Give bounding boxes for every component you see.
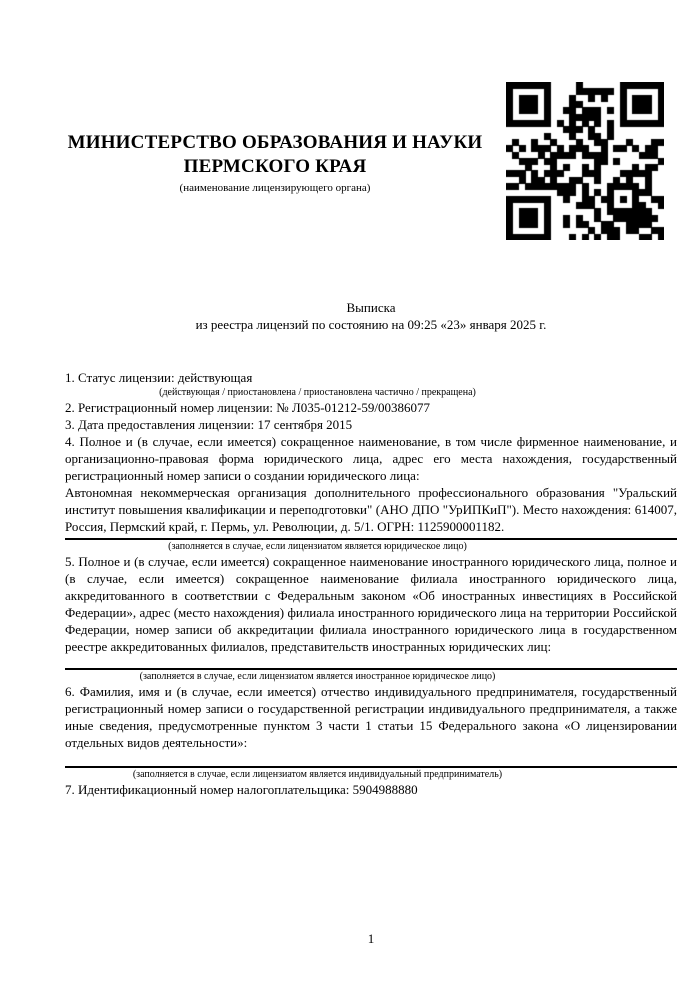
document-body — [65, 369, 677, 798]
item-1-caption: (действующая / приостановлена / приостановлена частично / прекращена) — [159, 387, 476, 398]
item-6-caption: (заполняется в случае, если лицензиатом является индивидуальный предприниматель) — [132, 769, 503, 780]
item-7-taxpayer-number: 7. Идентификационный номер налогоплательщика: 5904988880 — [65, 782, 418, 797]
item-5-foreign-entity-statement: 5. Полное и (в случае, если имеется) сокращенное наименование иностранного юридического лица, полное и (в случае, если имеется) сокращенное наименование филиала иностранного юридического лица, аккредитованного в соответствии с Федеральным законом «Об иностранных инвестициях в Российской Федерации», адрес (место нахождения) филиала иностранного юридического лица на территории Российской Федерации, номер записи об аккредитации филиала иностранного юридического лица в государственном реестре аккредитованных филиалов, представительств иностранных юридических лиц: — [65, 554, 677, 654]
licensing-authority-header — [65, 131, 485, 195]
item-4-legal-entity-value: Автономная некоммерческая организация дополнительного профессионального образования "Уральский институт повышения квалификации и переподготовки" (АНО ДПО "УрИПКиП"). Место нахождения: 614007, Россия, Пермский край, г. Пермь, ул. Революции, д. 5/1. ОГРН: 1125900001182. — [65, 485, 677, 534]
ministry-name-line1: МИНИСТЕРСТВО ОБРАЗОВАНИЯ И НАУКИ — [67, 132, 483, 153]
document-title: Выписка — [346, 300, 396, 315]
item-2-registration-number: 2. Регистрационный номер лицензии: № Л035-01212-59/00386077 — [65, 400, 431, 415]
qr-code-container — [506, 82, 664, 240]
item-6-entrepreneur-statement: 6. Фамилия, имя и (в случае, если имеется) отчество индивидуального предпринимателя, государственный регистрационный номер записи о государственной регистрации индивидуального предпринимателя, а также иные сведения, предусмотренные пунктом 3 части 1 статьи 15 Федерального закона «О лицензировании отдельных видов деятельности»: — [65, 684, 677, 750]
item-3-license-date: 3. Дата предоставления лицензии: 17 сентября 2015 — [65, 417, 353, 432]
qr-code-icon — [506, 82, 664, 240]
document-title-block — [65, 299, 677, 333]
ministry-name-line2: ПЕРМСКОГО КРАЯ — [183, 156, 367, 177]
item-4-legal-entity-statement: 4. Полное и (в случае, если имеется) сокращенное наименование, в том числе фирменное наименование, и организационно-правовая форма юридического лица, адрес его места нахождения, государственный регистрационный номер записи о создании юридического лица: — [65, 434, 677, 483]
authority-caption: (наименование лицензирующего органа) — [179, 182, 371, 194]
item-5-caption: (заполняется в случае, если лицензиатом является иностранное юридическое лицо) — [139, 671, 496, 682]
item-1-license-status: 1. Статус лицензии: действующая — [65, 370, 253, 385]
page-number: 1 — [367, 931, 375, 946]
item-4-caption: (заполняется в случае, если лицензиатом является юридическое лицо) — [168, 541, 467, 552]
document-subtitle: из реестра лицензий по состоянию на 09:25 «23» января 2025 г. — [195, 317, 547, 332]
